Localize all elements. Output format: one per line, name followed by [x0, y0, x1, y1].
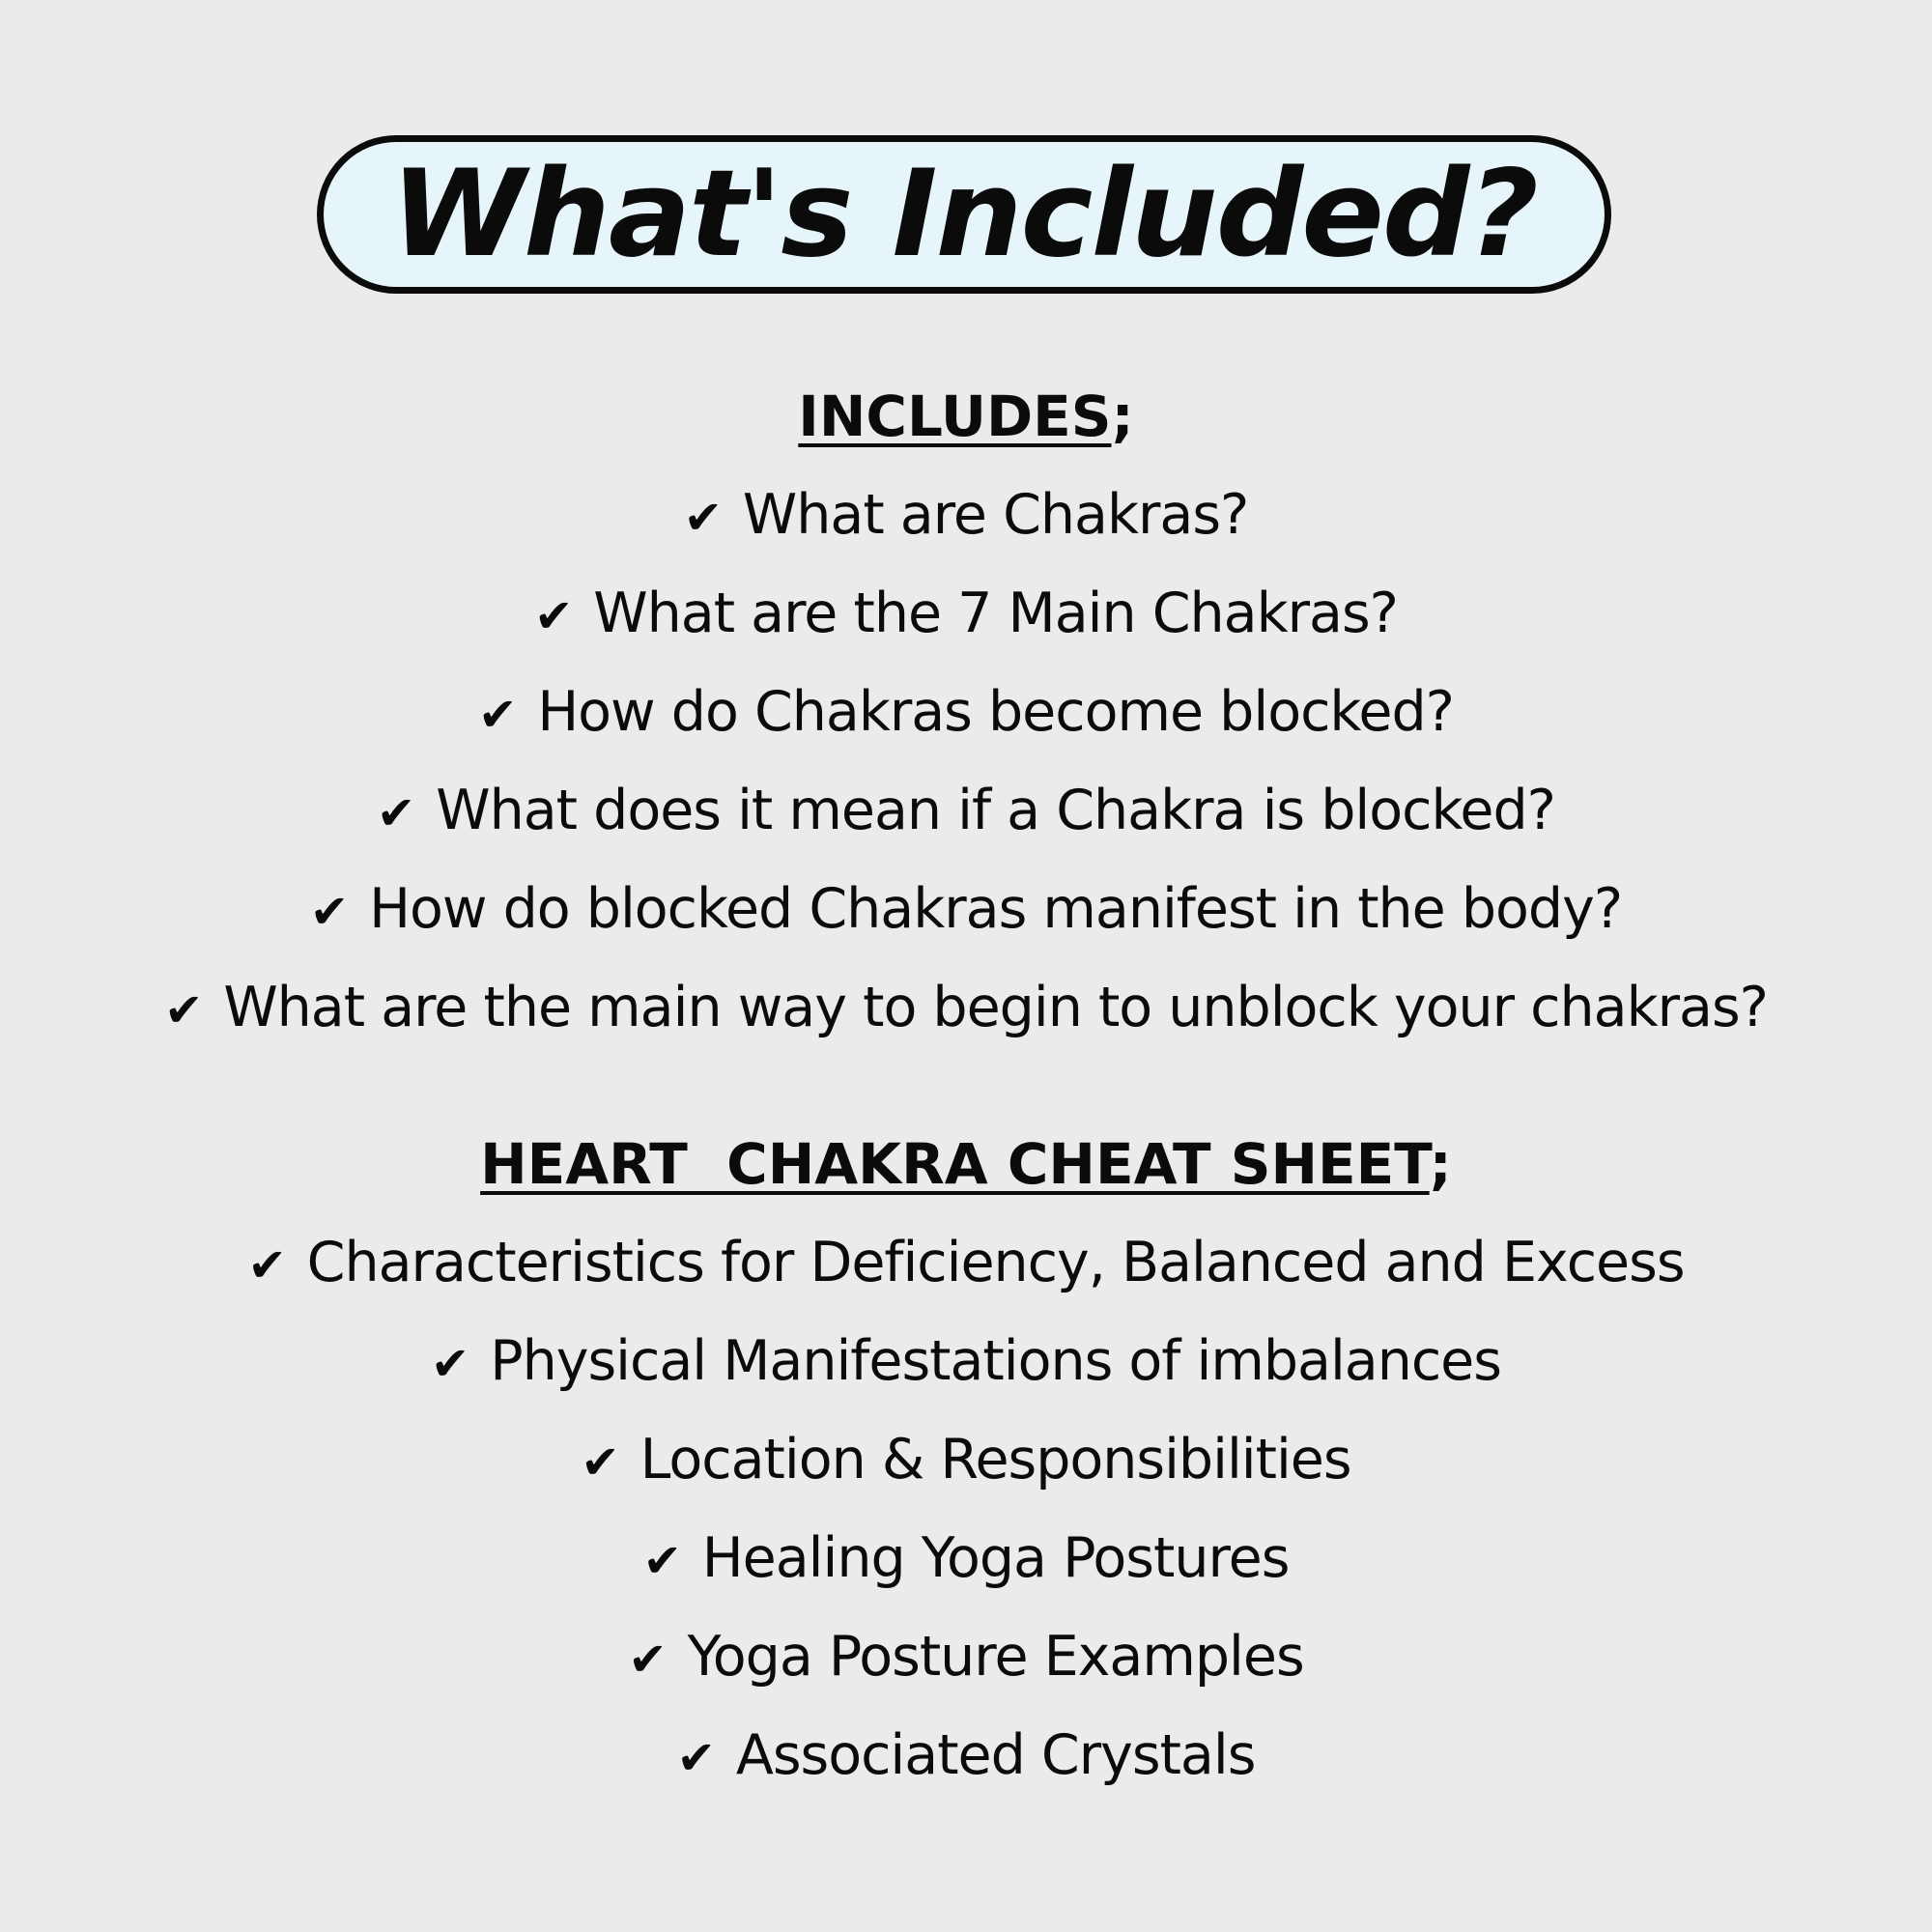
checkmark-icon: ✔: [431, 1337, 469, 1391]
list-item: [0, 466, 1932, 564]
checkmark-icon: ✔: [581, 1435, 619, 1490]
list-item-label: What are Chakras?: [742, 483, 1249, 547]
section-heading-suffix: ;: [1429, 1131, 1452, 1197]
list-item: [0, 663, 1932, 761]
list-item: [0, 1410, 1932, 1509]
list-item: [0, 860, 1932, 958]
checkmark-icon: ✔: [164, 983, 203, 1037]
checkmark-icon: ✔: [309, 885, 349, 939]
title-banner: [317, 135, 1611, 294]
page-title: What's Included?: [390, 145, 1538, 284]
list-item: [0, 958, 1932, 1057]
section-includes: [0, 367, 1932, 1057]
checkmark-icon: ✔: [534, 589, 573, 643]
checkmark-icon: ✔: [377, 786, 415, 840]
list-item: [0, 1213, 1932, 1312]
list-item: [0, 1509, 1932, 1607]
list-item-label: Characteristics for Deficiency, Balanced and Excess: [306, 1231, 1685, 1294]
list-item: [0, 564, 1932, 663]
section-heading-label: HEART CHAKRA CHEAT SHEET: [480, 1131, 1430, 1197]
section-heading: [0, 367, 1932, 466]
checkmark-icon: ✔: [683, 491, 722, 545]
list-item-label: Location & Responsibilities: [639, 1428, 1351, 1492]
list-item-label: What are the main way to begin to unblock your chakras?: [223, 976, 1768, 1039]
section-heading-label: INCLUDES: [798, 384, 1112, 449]
list-item: [0, 1706, 1932, 1804]
list-item-label: How do Chakras become blocked?: [537, 680, 1454, 744]
section-heart-chakra-cheat-sheet: [0, 1115, 1932, 1804]
list-item-label: What are the 7 Main Chakras?: [593, 582, 1398, 645]
list-item-label: How do blocked Chakras manifest in the body?: [369, 877, 1623, 941]
section-heading: [0, 1115, 1932, 1213]
checkmark-icon: ✔: [247, 1238, 286, 1293]
list-item-label: Yoga Posture Examples: [687, 1625, 1304, 1689]
checkmark-icon: ✔: [628, 1633, 667, 1687]
list-item: [0, 761, 1932, 860]
list-item: [0, 1312, 1932, 1410]
list-item-label: Associated Crystals: [735, 1723, 1256, 1787]
section-heading-suffix: ;: [1111, 384, 1134, 449]
checkmark-icon: ✔: [642, 1534, 681, 1588]
list-item-label: Physical Manifestations of imbalances: [490, 1329, 1501, 1393]
checkmark-icon: ✔: [478, 688, 517, 742]
list-item-label: What does it mean if a Chakra is blocked?: [436, 779, 1555, 842]
checkmark-icon: ✔: [676, 1731, 715, 1785]
list-item-label: Healing Yoga Postures: [701, 1526, 1290, 1590]
content: [0, 367, 1932, 1804]
section-spacer: [0, 1057, 1932, 1115]
list-item: [0, 1607, 1932, 1706]
